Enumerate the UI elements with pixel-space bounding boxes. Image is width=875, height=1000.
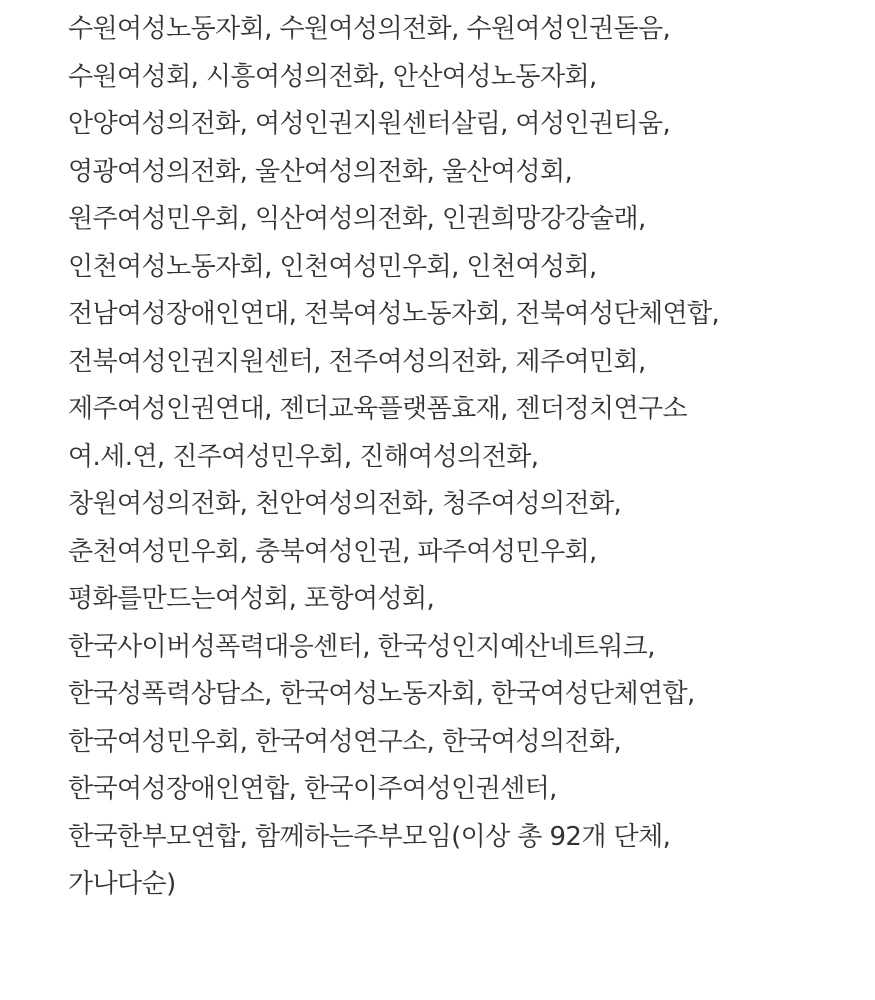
text-line: 한국여성민우회, 한국여성연구소, 한국여성의전화, xyxy=(68,726,622,757)
text-line: 한국사이버성폭력대응센터, 한국성인지예산네트워크, xyxy=(68,631,655,662)
text-line: 춘천여성민우회, 충북여성인권, 파주여성민우회, xyxy=(68,536,597,567)
text-line: 수원여성노동자회, 수원여성의전화, 수원여성인권돋음, xyxy=(68,14,671,44)
text-line: 여.세.연, 진주여성민우회, 진해여성의전화, xyxy=(68,441,539,472)
text-line: 평화를만드는여성회, 포항여성회, xyxy=(68,584,435,614)
text-line: 제주여성인권연대, 젠더교육플랫폼효재, 젠더정치연구소 xyxy=(68,394,688,424)
text-line: 안양여성의전화, 여성인권지원센터살림, 여성인권티움, xyxy=(68,109,671,139)
text-line: 원주여성민우회, 익산여성의전화, 인권희망강강술래, xyxy=(68,204,646,234)
text-line: 인천여성노동자회, 인천여성민우회, 인천여성회, xyxy=(68,251,597,282)
text-line: 한국여성장애인연합, 한국이주여성인권센터, xyxy=(68,774,557,804)
text-line: 한국한부모연합, 함께하는주부모임(이상 총 92개 단체, xyxy=(68,821,671,852)
text-line: 전남여성장애인연대, 전북여성노동자회, 전북여성단체연합, xyxy=(68,299,720,329)
text-line: 전북여성인권지원센터, 전주여성의전화, 제주여민회, xyxy=(68,346,646,377)
text-line: 한국성폭력상담소, 한국여성노동자회, 한국여성단체연합, xyxy=(68,679,695,709)
text-line: 가나다순) xyxy=(68,869,176,899)
text-line: 영광여성의전화, 울산여성의전화, 울산여성회, xyxy=(68,156,573,187)
text-line: 창원여성의전화, 천안여성의전화, 청주여성의전화, xyxy=(68,489,622,519)
text-line: 수원여성회, 시흥여성의전화, 안산여성노동자회, xyxy=(68,61,597,92)
